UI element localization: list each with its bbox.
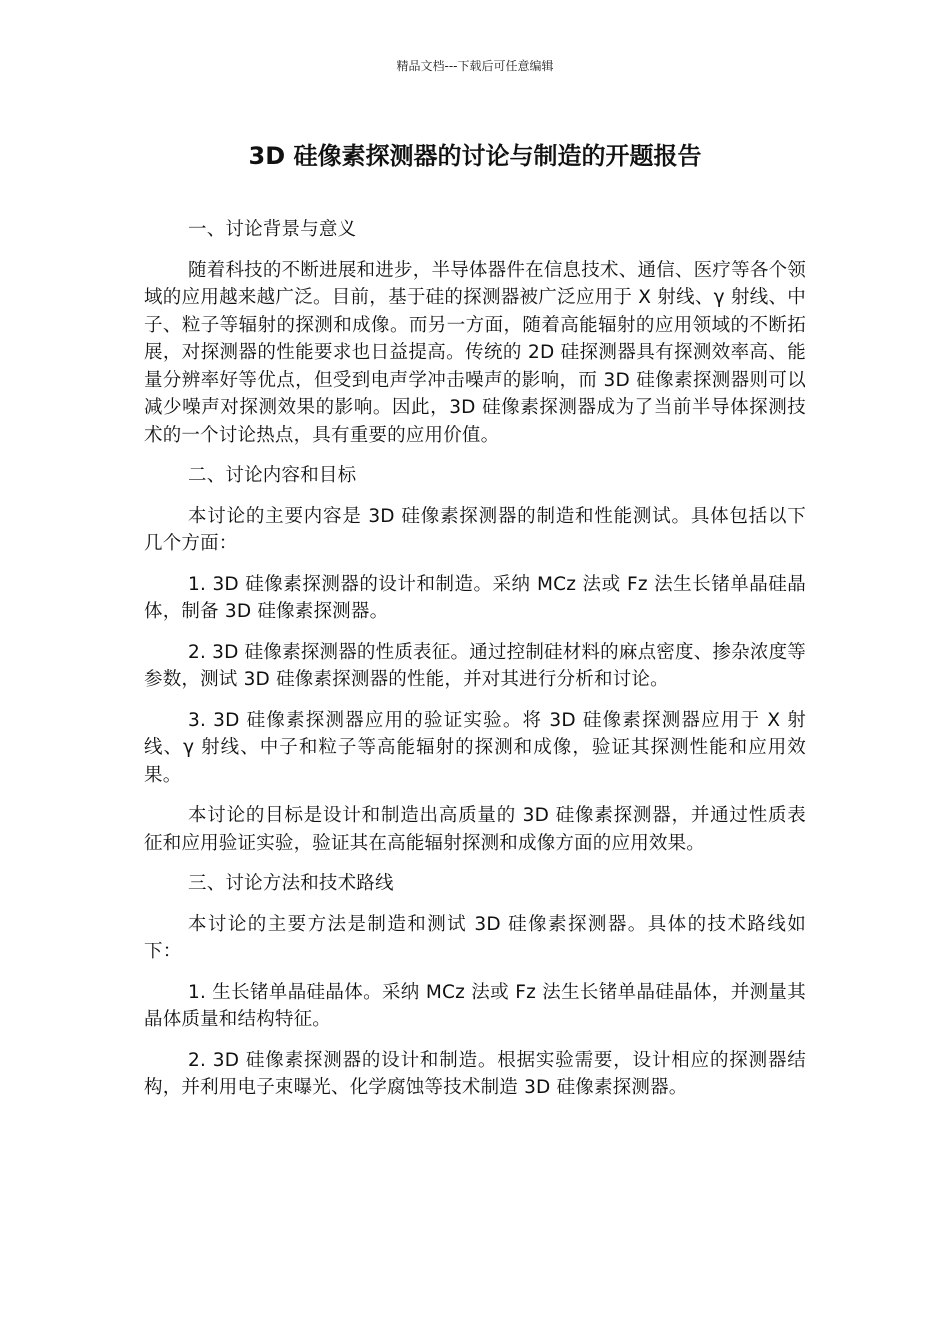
list-item-application-verification: 3. 3D 硅像素探测器应用的验证实验。将 3D 硅像素探测器应用于 X 射线、γ 射线、中子和粒子等高能辐射的探测和成像，验证其探测性能和应用效果。 bbox=[144, 709, 806, 786]
list-item-crystal-growth: 1. 生长锗单晶硅晶体。采纳 MCz 法或 Fz 法生长锗单晶硅晶体，并测量其晶体质量和结构特征。 bbox=[144, 981, 806, 1030]
list-item-detector-fabrication: 2. 3D 硅像素探测器的设计和制造。根据实验需要，设计相应的探测器结构，并利用电子束曝光、化学腐蚀等技术制造 3D 硅像素探测器。 bbox=[144, 1049, 806, 1098]
section-heading-content-goals: 二、讨论内容和目标 bbox=[188, 465, 357, 486]
section-heading-background: 一、讨论背景与意义 bbox=[188, 219, 357, 240]
paragraph-background: 随着科技的不断进展和进步，半导体器件在信息技术、通信、医疗等各个领域的应用越来越广泛。目前，基于硅的探测器被广泛应用于 X 射线、γ 射线、中子、粒子等辐射的探测和成像。而另一方面，随着高能辐射的应用领域的不断拓展，对探测器的性能要求也日益提高。传统的 2D 硅探测器具有探测效率高、能量分辨率好等优点，但受到电声学冲击噪声的影响，而 3D 硅像素探测器则可以减少噪声对探测效果的影响。因此，3D 硅像素探测器成为了当前半导体探测技术的一个讨论热点，具有重要的应用价值。 bbox=[144, 259, 806, 446]
paragraph-content-intro: 本讨论的主要内容是 3D 硅像素探测器的制造和性能测试。具体包括以下几个方面： bbox=[144, 505, 806, 554]
list-item-design-manufacture: 1. 3D 硅像素探测器的设计和制造。采纳 MCz 法或 Fz 法生长锗单晶硅晶体，制备 3D 硅像素探测器。 bbox=[144, 573, 806, 622]
document-title: 3D 硅像素探测器的讨论与制造的开题报告 bbox=[248, 142, 702, 170]
paragraph-methods-intro: 本讨论的主要方法是制造和测试 3D 硅像素探测器。具体的技术路线如下： bbox=[144, 913, 806, 962]
section-heading-methods: 三、讨论方法和技术路线 bbox=[188, 873, 394, 894]
paragraph-goals: 本讨论的目标是设计和制造出高质量的 3D 硅像素探测器，并通过性质表征和应用验证实验，验证其在高能辐射探测和成像方面的应用效果。 bbox=[144, 805, 806, 854]
document-body bbox=[144, 216, 806, 1115]
list-item-characterization: 2. 3D 硅像素探测器的性质表征。通过控制硅材料的麻点密度、掺杂浓度等参数，测试 3D 硅像素探测器的性能，并对其进行分析和讨论。 bbox=[144, 641, 806, 690]
page-header: 精品文档---下载后可任意编辑 bbox=[396, 59, 554, 73]
